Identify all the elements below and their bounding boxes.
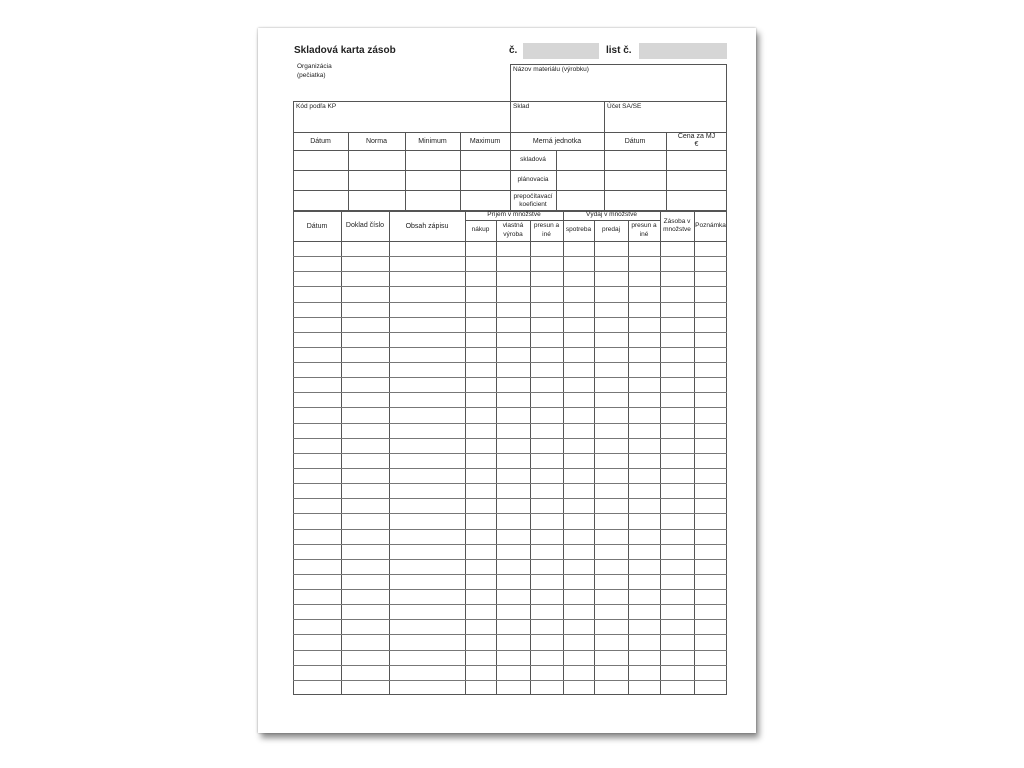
ledger-doc-header: Doklad číslo [345,222,385,229]
ledger-row-line [293,271,727,272]
price-header [666,132,727,150]
issue-group-header: Výdaj v množstve [586,211,637,219]
number-field[interactable] [523,43,599,59]
ledger-row-line [293,453,727,454]
ledger-row-line [293,650,727,651]
ledger-row-line [293,680,727,681]
account-label: Účet SA/SE [607,103,642,110]
price-date-header: Dátum [624,137,646,145]
note-header: Poznámka [695,221,726,229]
ledger-content-header: Obsah zápisu [405,222,449,230]
ledger-row-line [293,468,727,469]
material-name-label: Názov materiálu (výrobku) [513,66,589,73]
ledger-row-line [293,423,727,424]
ledger-row-line [293,392,727,393]
ledger-row-line [293,286,727,287]
ledger-row-line [293,634,727,635]
ledger-row-line [293,483,727,484]
ledger-row-line [293,438,727,439]
unit-row-planning: plánovacia [517,175,549,183]
receipt-own-production-header: vlastná výroba [502,222,524,238]
stock-header: Zásoba v množstve [663,218,691,233]
receipt-group-header: Príjem v množstve [487,211,541,219]
ledger-row-line [293,407,727,408]
organization-label: Organizácia [297,63,332,70]
ledger-column-line [594,220,595,695]
norms-minimum-header: Minimum [418,137,447,145]
ledger-column-line [530,220,531,695]
ledger-column-line [628,220,629,695]
issue-transfer-header: presun a iné [631,222,657,238]
stock-card-sheet [258,28,756,733]
unit-row-coefficient: prepočítavací koeficient [513,192,553,208]
receipt-purchase-header: nákup [471,226,490,234]
warehouse-label: Sklad [513,103,530,110]
ledger-column-line [496,220,497,695]
ledger-row-line [293,559,727,560]
ledger-row-line [293,513,727,514]
issue-consumption-header: spotreba [565,226,592,234]
ledger-row-line [293,317,727,318]
unit-header: Merná jednotka [532,137,582,145]
receipt-transfer-header: presun a iné [533,222,560,238]
ledger-row-line [293,665,727,666]
ledger-row-line [293,544,727,545]
ledger-row-line [293,498,727,499]
ledger-row-line [293,574,727,575]
issue-sale-header: predaj [601,226,621,234]
ledger-row-line [293,529,727,530]
ledger-header-bottom [293,241,727,242]
unit-row-stock: skladová [520,155,546,163]
sheet-number-field[interactable] [639,43,727,59]
ledger-row-line [293,347,727,348]
ledger-row-line [293,256,727,257]
form-title: Skladová karta zásob [294,45,396,56]
norms-norm-header: Norma [365,137,387,145]
ledger-row-line [293,377,727,378]
sheet-number-label: list č. [606,45,632,56]
ledger-row-line [293,589,727,590]
ledger-row-line [293,362,727,363]
kp-code-label: Kód podľa KP [296,103,337,110]
ledger-row-line [293,604,727,605]
ledger-row-line [293,332,727,333]
stamp-label: (pečiatka) [297,72,326,79]
currency-label: € [694,141,699,148]
ledger-row-line [293,619,727,620]
ledger-row-line [293,302,727,303]
norms-date-header: Dátum [310,137,331,145]
number-label: č. [509,45,518,56]
ledger-date-header: Dátum [306,222,328,230]
price-header-label: Cena za MJ [677,133,716,140]
ledger-group-divider [465,220,660,221]
norms-maximum-header: Maximum [469,137,501,145]
